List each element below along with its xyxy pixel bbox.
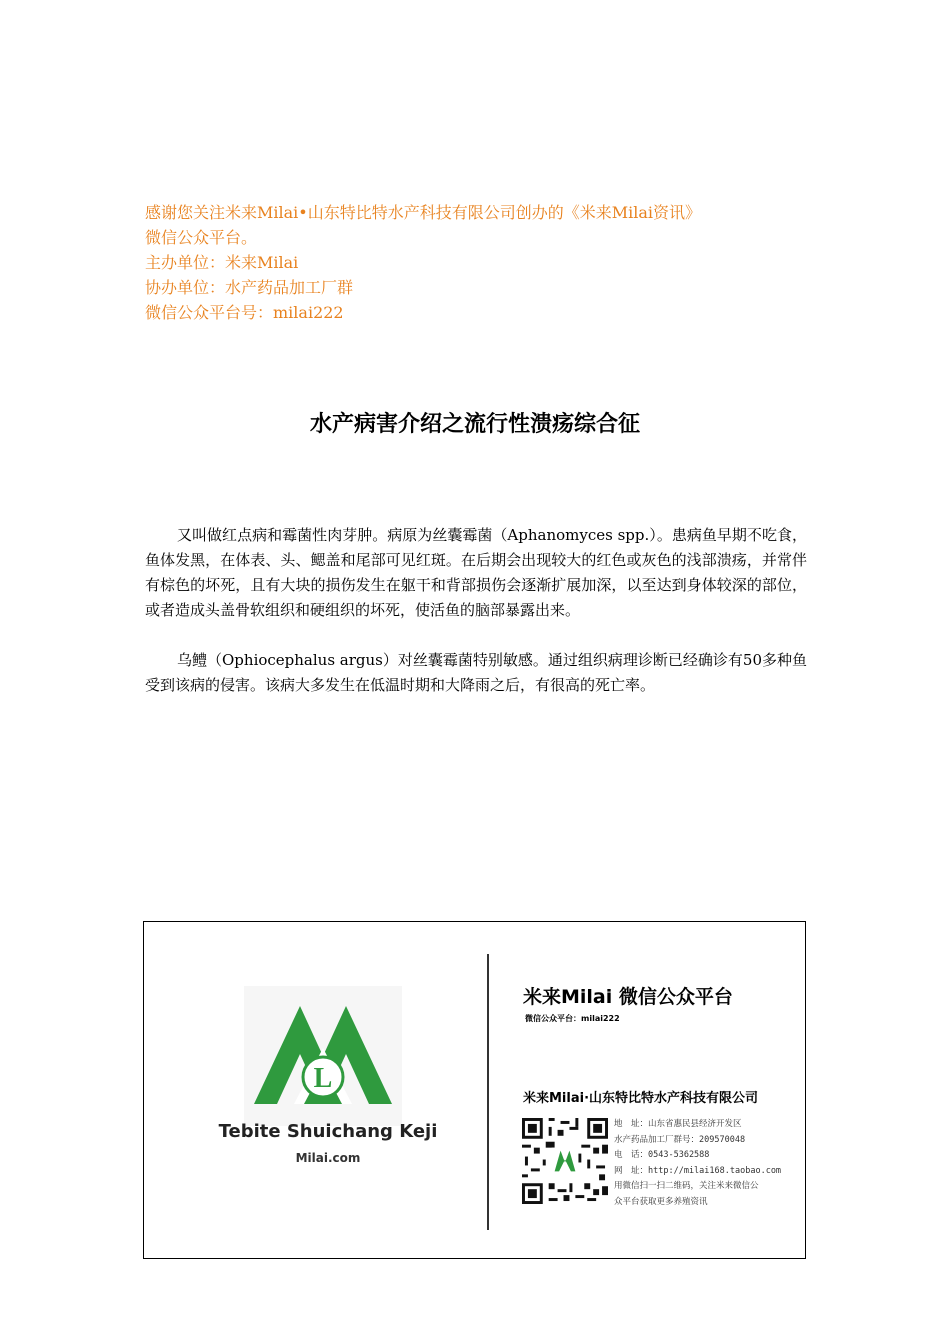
paragraph: 乌鳢（Ophiocephalus argus）对丝囊霉菌特别敏感。通过组织病理诊断已经确诊有50多种鱼受到该病的侵害。该病大多发生在低温时期和大降雨之后，有很高的死亡率。 [145, 651, 807, 694]
contact-line: 用微信扫一扫二维码，关注米来微信公 [614, 1181, 759, 1191]
brand-name: Tebite Shuichang Keji [218, 1121, 438, 1142]
logo-letter: L [313, 1063, 333, 1094]
contact-line: 众平台获取更多养殖资讯 [614, 1196, 708, 1207]
intro-line: 协办单位：水产药品加工厂群 [145, 278, 354, 297]
contact-line: 电 话：0543-5362588 [614, 1150, 710, 1160]
contact-line: 网 址：http://milai168.taobao.com [614, 1165, 782, 1176]
contact-line: 地 址：山东省惠民县经济开发区 [614, 1119, 742, 1129]
platform-title: 米来Milai 微信公众平台 [523, 986, 733, 1008]
paragraph: 又叫做红点病和霉菌性肉芽肿。病原为丝囊霉菌（Aphanomyces spp.）。患病鱼早期不吃食，鱼体发黑，在体表、头、鳃盖和尾部可见红斑。在后期会出现较大的红色或灰色的浅部溃疡，并常伴有棕色的坏死，且有大块的损伤发生在躯干和背部损伤会逐渐扩展加深，以至达到身体较深的部位，或者造成头盖骨软组织和硬组织的坏死，使活鱼的脑部暴露出来。 [145, 526, 807, 619]
company-name: 米来Milai·山东特比特水产科技有限公司 [523, 1091, 759, 1106]
platform-id: 微信公众平台：milai222 [525, 1014, 620, 1023]
business-card [143, 921, 806, 1259]
card-divider [487, 954, 489, 1230]
intro-line: 微信公众平台。 [145, 228, 258, 247]
intro-block [145, 200, 825, 325]
milai-logo-icon [244, 986, 402, 1126]
qr-code-icon [522, 1118, 608, 1204]
intro-line: 主办单位：米来Milai [145, 253, 299, 272]
intro-line: 微信公众平台号：milai222 [145, 303, 344, 322]
milai-logo [244, 986, 402, 1126]
intro-line: 感谢您关注米来Milai•山东特比特水产科技有限公司创办的《米来Milai资讯》 [145, 203, 701, 222]
contact-info [614, 1117, 781, 1210]
brand-url: Milai.com [295, 1151, 361, 1165]
contact-line: 水产药品加工厂群号：209570048 [614, 1134, 746, 1145]
article-title: 水产病害介绍之流行性溃疡综合征 [309, 412, 640, 437]
